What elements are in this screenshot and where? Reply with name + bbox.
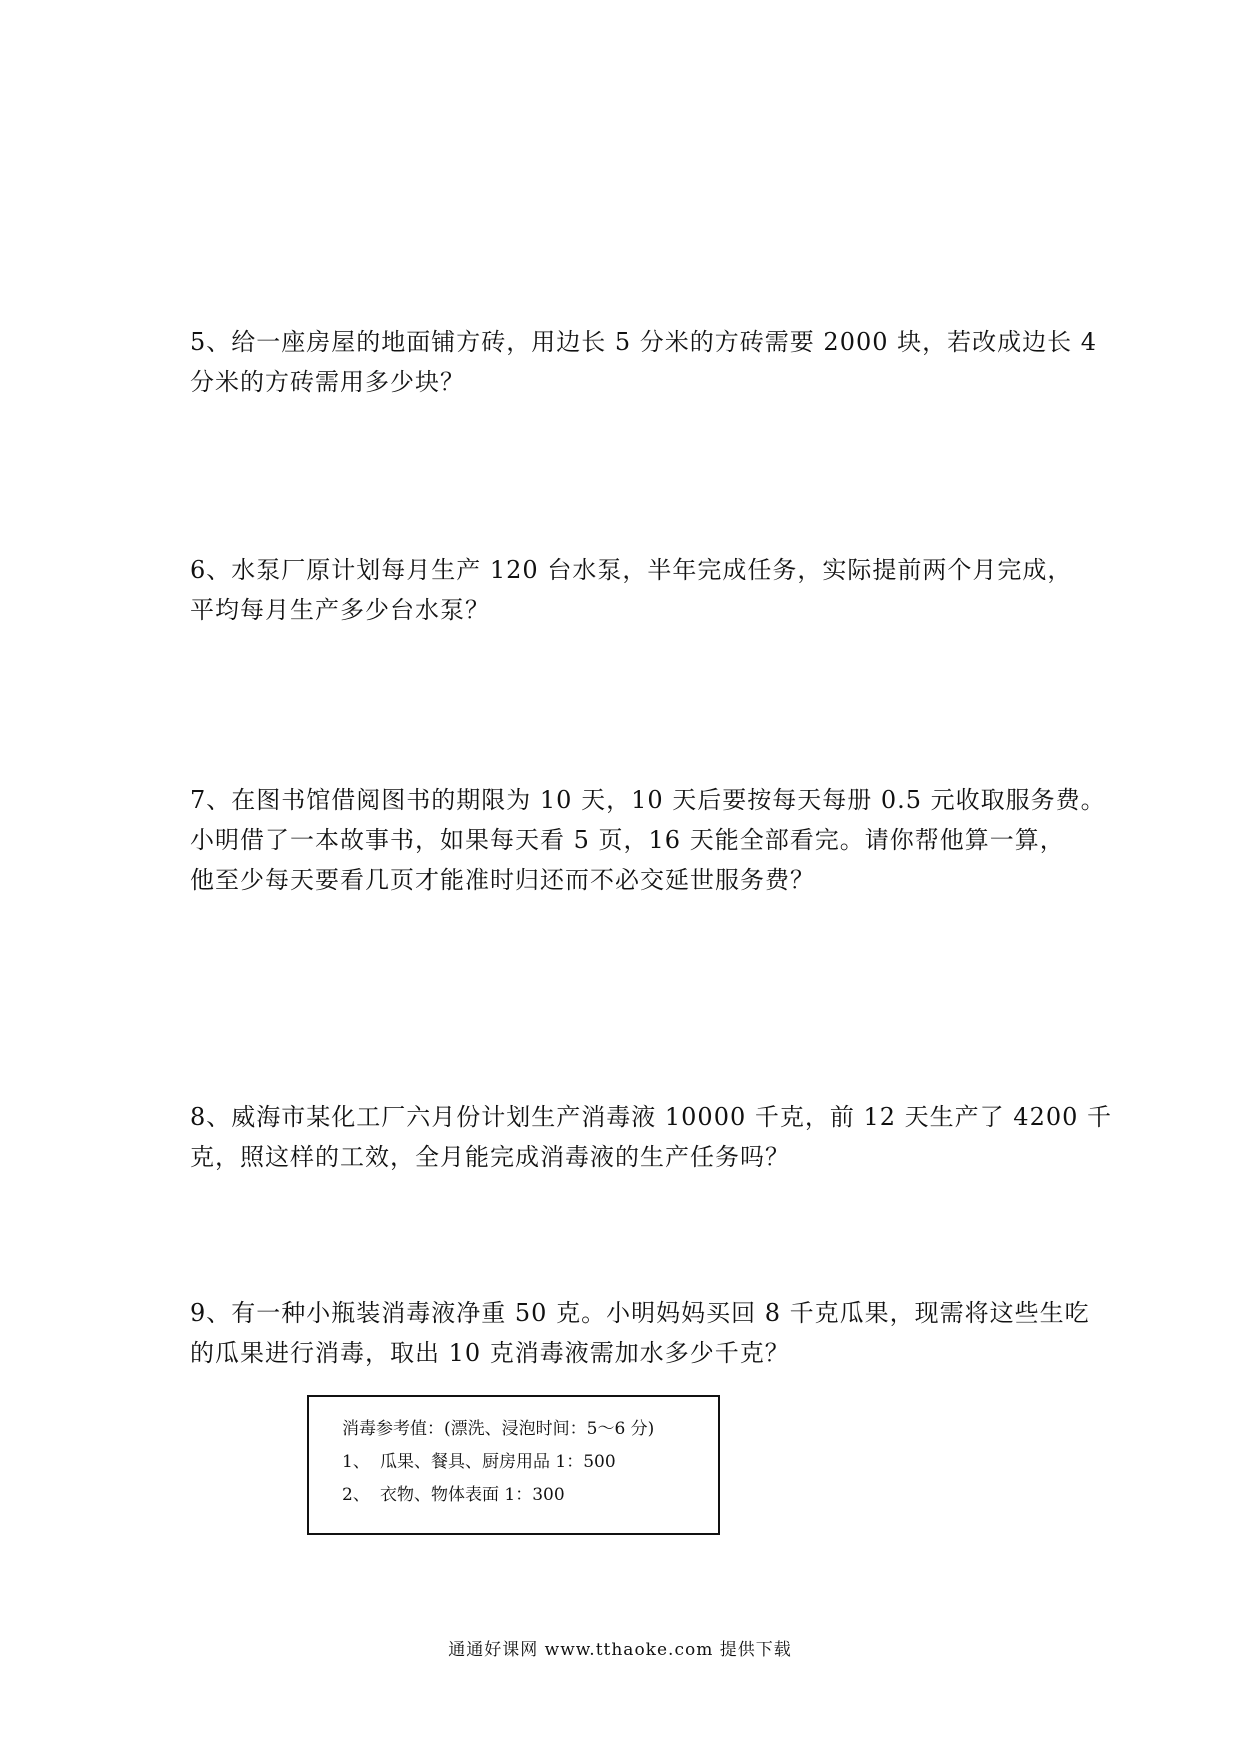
reference-item	[342, 1479, 718, 1512]
problem-5-line-1: 5、给一座房屋的地面铺方砖，用边长 5 分米的方砖需要 2000 块，若改成边长 4	[190, 328, 1098, 356]
problem-9-line-1: 9、有一种小瓶装消毒液净重 50 克。小明妈妈买回 8 千克瓜果，现需将这些生吃	[190, 1299, 1090, 1327]
problem-7-line-2: 小明借了一本故事书，如果每天看 5 页，16 天能全部看完。请你帮他算一算，	[190, 826, 1065, 854]
page-footer: 通通好课网 www.tthaoke.com 提供下载	[448, 1640, 792, 1660]
problem-6	[190, 550, 1073, 630]
problem-7-line-3: 他至少每天要看几页才能准时归还而不必交延世服务费？	[190, 866, 815, 894]
problem-8	[190, 1097, 1113, 1177]
reference-title: 消毒参考值：(漂洗、浸泡时间：5～6 分)	[342, 1419, 655, 1439]
reference-item-text: 衣物、物体表面 1：300	[380, 1485, 565, 1505]
reference-item	[342, 1446, 718, 1479]
disinfection-reference-box	[307, 1395, 720, 1535]
problem-8-line-2: 克，照这样的工效，全月能完成消毒液的生产任务吗？	[190, 1143, 790, 1171]
reference-item-number: 1、	[342, 1452, 370, 1472]
problem-7	[190, 780, 1106, 900]
problem-7-line-1: 7、在图书馆借阅图书的期限为 10 天，10 天后要按每天每册 0.5 元收取服务费。	[190, 786, 1106, 814]
problem-9	[190, 1293, 1090, 1373]
problem-6-line-2: 平均每月生产多少台水泵？	[190, 596, 490, 624]
problem-5	[190, 322, 1098, 402]
problem-6-line-1: 6、水泵厂原计划每月生产 120 台水泵，半年完成任务，实际提前两个月完成，	[190, 556, 1073, 584]
problem-5-line-2: 分米的方砖需用多少块？	[190, 368, 465, 396]
problem-9-line-2: 的瓜果进行消毒，取出 10 克消毒液需加水多少千克？	[190, 1339, 790, 1367]
problem-8-line-1: 8、威海市某化工厂六月份计划生产消毒液 10000 千克，前 12 天生产了 4200 千	[190, 1103, 1113, 1131]
reference-item-text: 瓜果、餐具、厨房用品 1：500	[380, 1452, 616, 1472]
reference-item-number: 2、	[342, 1485, 370, 1505]
